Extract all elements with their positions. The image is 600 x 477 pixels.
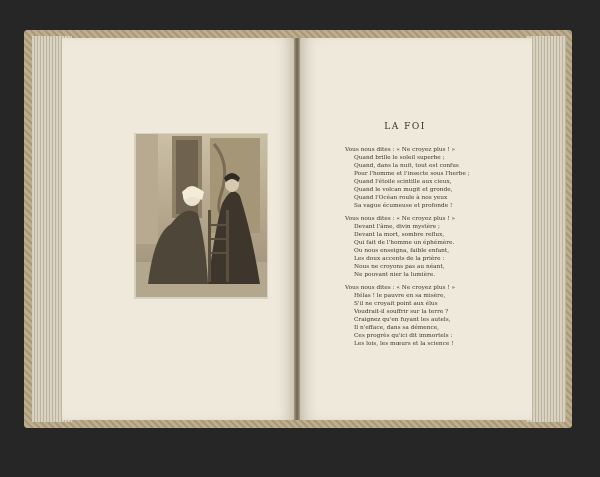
poem-line: Ne pouvant nier la lumière. xyxy=(354,272,436,278)
poem-line: Devant l'âme, divin mystère ; xyxy=(354,224,441,230)
poem-line: Vous nous dites : « Ne croyez plus ! » xyxy=(345,216,456,222)
poem-line: Quand, dans la nuit, tout est confus xyxy=(354,163,459,169)
poem-line: S'il ne croyait point aux élus xyxy=(354,301,438,307)
poem-line: Il n'efface, dans sa démence, xyxy=(354,325,439,331)
photograph-two-women xyxy=(136,134,267,297)
poem-title: LA FOI xyxy=(384,122,426,132)
stanza-1 xyxy=(345,146,525,210)
poem-line: Quand le volcan mugit et gronde, xyxy=(354,187,453,193)
poem-line: Quand l'étoile scintille aux cieux, xyxy=(354,179,452,185)
poem-line: Les doux accents de la prière : xyxy=(354,256,445,262)
poem-line: Ces progrès qu'ici dit immortels : xyxy=(354,333,453,339)
stanza-2 xyxy=(345,215,525,279)
poem-line: Les lois, les mœurs et la science ! xyxy=(354,341,454,347)
poem-line: Craignez qu'en fuyant les autels, xyxy=(354,317,451,323)
poem-line: Quand brille le soleil superbe ; xyxy=(354,155,445,161)
book-gutter xyxy=(294,38,300,420)
poem-line: Nous ne croyons pas au néant, xyxy=(354,264,445,270)
poem-line: Voudrait-il souffrir sur la terre ? xyxy=(354,309,449,315)
poem-line: Hélas ! le pauvre en sa misère, xyxy=(354,293,446,299)
page-edges-right xyxy=(526,36,566,422)
poem-line: Ou nous enseigna, faible enfant, xyxy=(354,248,450,254)
poem-line: Pour l'homme et l'insecte sous l'herbe ; xyxy=(354,171,470,177)
poem-line: Vous nous dites : « Ne croyez plus ! » xyxy=(345,147,456,153)
poem-line: Devant la mort, sombre reflux, xyxy=(354,232,445,238)
stanza-3 xyxy=(345,284,525,348)
poem-line: Vous nous dites : « Ne croyez plus ! » xyxy=(345,285,456,291)
poem-line: Qui fait de l'homme un éphémère. xyxy=(354,240,455,246)
poem-line: Quand l'Océan roule à nos yeux xyxy=(354,195,448,201)
poem-line: Sa vague écumeuse et profonde ! xyxy=(354,203,453,209)
